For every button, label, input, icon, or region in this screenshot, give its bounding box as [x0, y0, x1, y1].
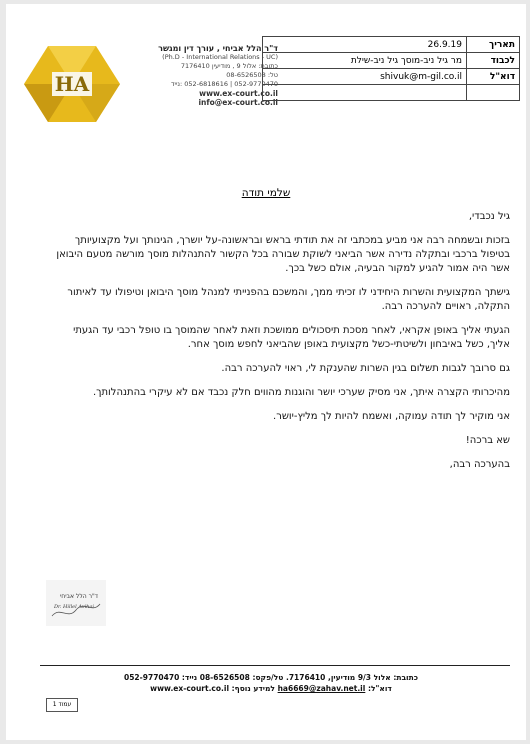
letter-closing: בהערכה רבה, [449, 459, 510, 470]
footer-email[interactable]: ha6669@zahav.net.il [277, 684, 366, 693]
header-table [262, 36, 520, 101]
header-row-date [263, 37, 520, 53]
brand-name: ד"ר הלל אביחי , עורך דין ומגשר [158, 44, 278, 53]
signature-name-he: ד"ר הלל אביחי [59, 593, 98, 600]
header-value[interactable]: shivuk@m-gil.co.il [263, 69, 467, 85]
footer [116, 672, 426, 694]
letter-subject: שלמי תודה [241, 187, 291, 199]
brand-subtitle: (Ph.D - International Relations - UC) [162, 53, 278, 61]
header-value: 26.9.19 [263, 37, 467, 53]
header-label [467, 85, 520, 101]
letter-paragraph: הגעתי אליך באופן אקראי, לאחר מסכת תיסכולים ממושכת וזאת לאחר שהמוסך בו טופל רכבי עד הגעתי אליך, כשל באיבחון ולשיטתי-כשל מקצועית באופן שהביאני לחפש מוסך אחר. [73, 325, 510, 350]
header-label: לכבוד [467, 53, 520, 69]
header-label: תאריך [467, 37, 520, 53]
header-row-email [263, 69, 520, 85]
letter-paragraph: שא ברכה! [465, 435, 510, 446]
letter-greeting: גיל נכבדי, [468, 211, 510, 222]
logo-letters: HA [54, 72, 90, 96]
header-row-to [263, 53, 520, 69]
signature-stamp [46, 580, 106, 626]
ha-logo [22, 42, 122, 126]
footer-email-label: דוא"ל: [367, 684, 392, 693]
letter-page [6, 4, 526, 740]
header-value: מר גיל ניב-מוסך גיל ניב-שילת [263, 53, 467, 69]
letter-paragraph: גם סרובך לגבות תשלום בגין השרות שהענקת לי, ראוי להערכה רבה. [221, 363, 510, 374]
brand-block [128, 44, 278, 107]
footer-contact [116, 683, 426, 694]
footer-web-label: למידע נוסף: [231, 684, 275, 693]
letter-paragraph: אני מוקיר לך תודה עמוקה, ואשמח להיות לך מליץ-יושר. [273, 411, 510, 422]
footer-divider [40, 665, 510, 666]
page-number: עמוד 1 [46, 698, 78, 712]
footer-web[interactable]: www.ex-court.co.il [150, 684, 230, 693]
header-label: דוא"ל [467, 69, 520, 85]
brand-web[interactable]: www.ex-court.co.il [199, 89, 278, 98]
brand-email[interactable]: info@ex-court.co.il [198, 98, 278, 107]
brand-mobile: 052-9770470 | 052-6818616 :נייד [170, 80, 278, 88]
signature-name-en: Dr. Hillel Avihai [54, 604, 94, 610]
footer-address: כתובת: אלול 9/3 מודיעין, 7176410. טל/פקס: 08-6526508 נייד: 052-9770470 [123, 673, 419, 682]
letter-paragraph: מהיכרותי הקצרה איתך, אני מסיק שערכי יושר והוגנות מהווים חלק נכבד אם לא עיקרי בהתנהלותך. [92, 387, 510, 398]
letter-paragraph: גישתך המקצועית והשרות היחידני לו זכיתי ממך, והמשכם בהפנייתי למנהל מוסך היבואן וטיפולו עד לאיתור התקלה, ראויים להערכה רבה. [67, 287, 510, 312]
letter-paragraph: בזכות ובשמחה רבה אני מביע במכתבי זה את תודתי בראש ובראשונה-על יושרך, הגינותך ועל מקצועיותך בטיפול ברכבי ובתקלה נדירה אשר הביאני לשוקת שבורה בכל הקשור להתנהלות מוסך מורשה מטעם היבואן אשר היה אמור להגיע למקור הבעיה, אולם כשל בכך. [56, 235, 510, 274]
header-row-empty [263, 85, 520, 101]
header-value [263, 85, 467, 101]
letter-body [54, 210, 510, 482]
brand-phone: טל: 08-6526508 [226, 71, 278, 79]
brand-address: כתובת: אלול 9 , מודיעין 7176410 [180, 62, 278, 70]
